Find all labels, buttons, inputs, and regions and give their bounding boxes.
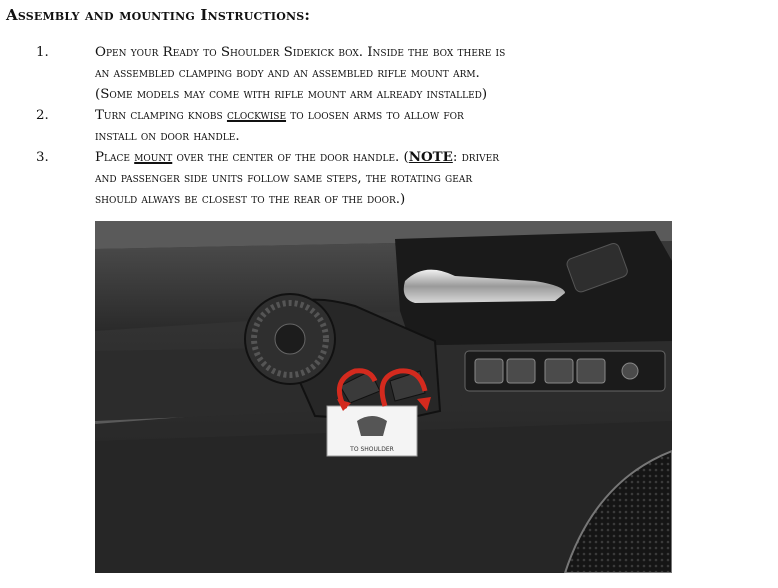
step-number: 3. bbox=[36, 150, 49, 165]
door-mount-illustration bbox=[95, 221, 672, 573]
step-3-line-1 bbox=[95, 147, 775, 168]
step-1 bbox=[0, 42, 778, 105]
label-caption: TO SHOULDER bbox=[350, 446, 394, 453]
step-number: 1. bbox=[36, 45, 49, 60]
clockwise-emphasis: clockwise bbox=[226, 108, 287, 123]
note-label: NOTE bbox=[408, 149, 453, 165]
step-3-text-end: : driver bbox=[452, 150, 499, 165]
step-1-line-2: an assembled clamping body and an assembled rifle mount arm. bbox=[95, 66, 480, 81]
step-3-text-cont: over the center of the door handle. ( bbox=[172, 150, 409, 165]
step-2-text-cont: to loosen arms to allow for bbox=[286, 108, 464, 123]
step-3-line-2: and passenger side units follow same steps, the rotating gear bbox=[95, 171, 473, 186]
page-heading: Assembly and mounting Instructions: bbox=[6, 6, 311, 24]
step-2-line-2: install on door handle. bbox=[95, 129, 240, 144]
step-3 bbox=[0, 147, 778, 210]
step-2-text: Turn clamping knobs bbox=[95, 108, 227, 123]
step-2 bbox=[0, 105, 778, 147]
step-3-text: Place bbox=[95, 150, 135, 165]
step-1-line-1: Open your Ready to Shoulder Sidekick box. Inside the box there is bbox=[95, 45, 506, 60]
instruction-list bbox=[0, 42, 778, 210]
step-2-line-1 bbox=[95, 105, 775, 126]
step-1-line-3: (Some models may come with rifle mount arm already installed) bbox=[95, 87, 488, 102]
mount-emphasis: mount bbox=[134, 150, 173, 165]
step-3-line-3: should always be closest to the rear of the door.) bbox=[95, 192, 406, 207]
door-handle-photo bbox=[95, 221, 672, 573]
step-number: 2. bbox=[36, 108, 49, 123]
